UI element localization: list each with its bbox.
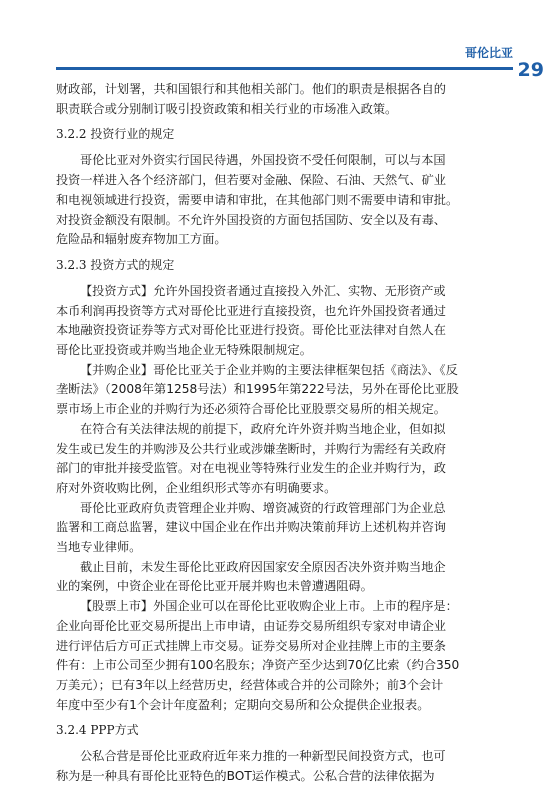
body-text-line: 府对外资收购比例，企业组织形式等亦有明确要求。 xyxy=(56,480,337,495)
body-text-line: 监署和工商总监署，建议中国企业在作出并购决策前拜访上述机构并咨询 xyxy=(56,520,446,535)
body-text-line: 投资一样进入各个经济部门，但若要对金融、保险、石油、天然气、矿业 xyxy=(56,173,446,188)
body-text-line: 财政部，计划署，共和国银行和其他相关部门。他们的职责是根据各自的 xyxy=(56,82,446,96)
running-header-title: 哥伦比亚 xyxy=(464,46,513,60)
body-text-line: 企业向哥伦比亚交易所提出上市申请，由证券交易所组织专家对申请企业 xyxy=(56,618,446,633)
body-text-line: 在符合有关法律法规的前提下，政府允许外资并购当地企业，但如拟 xyxy=(80,421,446,436)
body-text-line: 【投资方式】允许外国投资者通过直接投入外汇、实物、无形资产或 xyxy=(80,283,446,298)
body-text-line: 公私合营是哥伦比亚政府近年来力推的一种新型民间投资方式，也可 xyxy=(80,749,446,764)
section-heading: 3.2.4 PPP方式 xyxy=(56,723,139,738)
page-body xyxy=(56,80,504,787)
page-number: 29 xyxy=(517,59,544,81)
body-text-line: 万美元）；已有3年以上经营历史，经营体或合并的公司除外；前3个会计 xyxy=(56,677,444,692)
body-text-line: 垄断法》（2008年第1258号法）和1995年第222号法，另外在哥伦比亚股 xyxy=(56,382,459,397)
body-text-line: 【并购企业】哥伦比亚关于企业并购的主要法律框架包括《商法》、《反 xyxy=(80,362,458,377)
body-text-line: 当地专业律师。 xyxy=(56,540,142,555)
body-text-line: 对投资金额没有限制。不允许外国投资的方面包括国防、安全以及有毒、 xyxy=(56,212,446,227)
body-text-line: 年度中至少有1个会计年度盈利；定期向交易所和公众提供企业报表。 xyxy=(56,697,430,712)
body-text-line: 和电视领域进行投资，需要申请和审批，在其他部门则不需要申请和审批。 xyxy=(56,192,459,207)
body-text-line: 哥伦比亚政府负责管理企业并购、增资减资的行政管理部门为企业总 xyxy=(80,500,446,515)
body-text-line: 职责联合或分别制订吸引投资政策和相关行业的市场准入政策。 xyxy=(56,101,398,116)
body-text-line: 称为是一种具有哥伦比亚特色的BOT运作模式。公私合营的法律依据为 xyxy=(56,769,435,784)
body-text-line: 部门的审批并接受监管。对在电视业等特殊行业发生的企业并购行为，政 xyxy=(56,461,446,476)
body-text-line: 件有：上市公司至少拥有100名股东；净资产至少达到70亿比索（约合350 xyxy=(56,658,460,673)
section-heading: 3.2.3 投资方式的规定 xyxy=(56,257,175,272)
body-text-line: 进行评估后方可正式挂牌上市交易。证券交易所对企业挂牌上市的主要条 xyxy=(56,638,446,653)
header-rule xyxy=(56,67,513,70)
body-text-line: 本地融资投资证券等方式对哥伦比亚进行投资。哥伦比亚法律对自然人在 xyxy=(56,323,446,338)
body-text-line: 哥伦比亚对外资实行国民待遇，外国投资不受任何限制，可以与本国 xyxy=(80,153,446,168)
body-text-line: 本币利润再投资等方式对哥伦比亚进行直接投资，也允许外国投资者通过 xyxy=(56,303,446,318)
body-text-line: 发生或已发生的并购涉及公共行业或涉嫌垄断时，并购行为需经有关政府 xyxy=(56,441,446,456)
body-text-line: 业的案例，中资企业在哥伦比亚开展并购也未曾遭遇阻碍。 xyxy=(56,579,373,594)
body-text-line: 【股票上市】外国企业可以在哥伦比亚收购企业上市。上市的程序是： xyxy=(80,599,458,614)
body-text-line: 截止目前，未发生哥伦比亚政府因国家安全原因否决外资并购当地企 xyxy=(80,559,446,574)
body-text-line: 危险品和辐射废弃物加工方面。 xyxy=(56,232,227,247)
section-heading: 3.2.2 投资行业的规定 xyxy=(56,127,175,142)
body-text-line: 票市场上市企业的并购行为还必须符合哥伦比亚股票交易所的相关规定。 xyxy=(56,402,446,417)
body-text-line: 哥伦比亚投资或并购当地企业无特殊限制规定。 xyxy=(56,343,312,358)
